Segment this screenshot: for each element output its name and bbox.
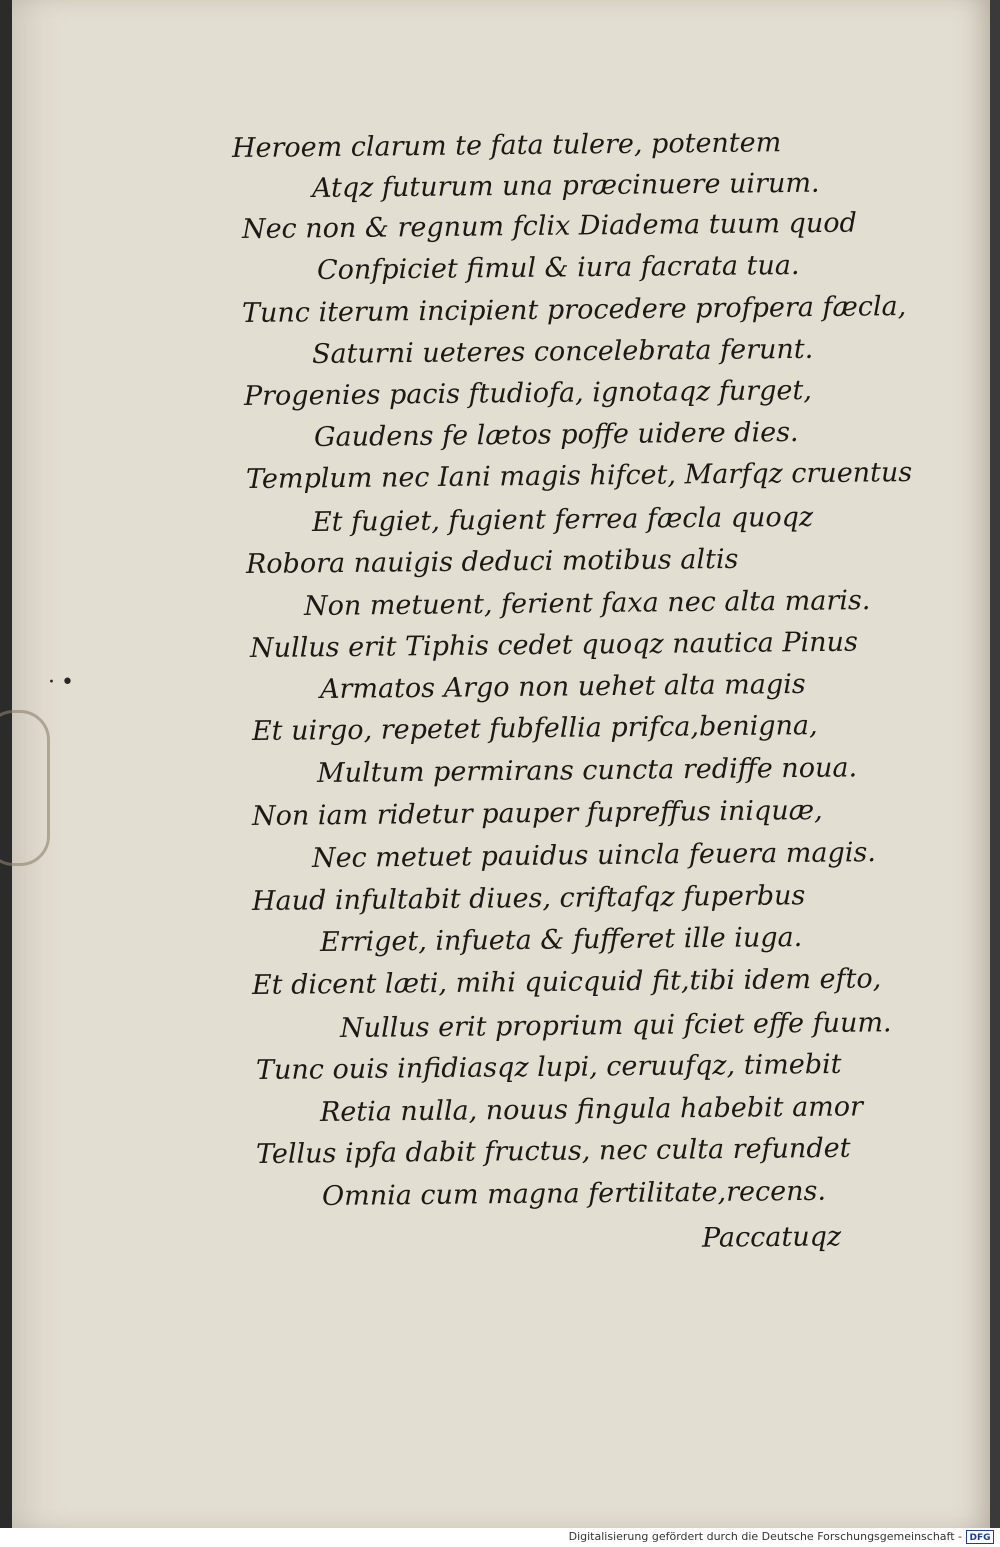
verse-line: Nullus erit Tiphis cedet quoqz nautica Pinus [249, 626, 858, 664]
verse-line: Haud infultabit diues, criftafqz fuperbus [251, 880, 806, 917]
verse-line: Erriget, infueta & fufferet ille iuga. [319, 921, 803, 958]
verse-line: Nec metuet pauidus uincla feuera magis. [311, 837, 877, 874]
verse-line: Tunc iterum incipient procedere profpera fæcla, [241, 291, 907, 329]
verse-line: Non metuent, ferient faxa nec alta maris. [303, 585, 871, 622]
verse-line: Progenies pacis ftudiofa, ignotaqz furget, [243, 375, 812, 412]
paper-page [12, 0, 990, 1528]
verse-line: Tunc ouis infidiasqz lupi, ceruufqz, timebit [255, 1048, 842, 1086]
catchword: Paccatuqz [701, 1221, 842, 1254]
verse-line: Atqz futurum una præcinuere uirum. [311, 167, 820, 204]
verse-line: Retia nulla, nouus fingula habebit amor [319, 1091, 864, 1128]
dfg-logo-icon: DFG [966, 1530, 994, 1544]
verse-line: Tellus ipfa dabit fructus, nec culta refundet [255, 1132, 851, 1170]
margin-marks: ·• [48, 670, 80, 695]
clip-mark [0, 710, 50, 866]
verse-line: Saturni ueteres concelebrata ferunt. [311, 333, 814, 370]
verse-line: Templum nec Iani magis hifcet, Marfqz cruentus [245, 457, 913, 495]
verse-line: Nec non & regnum fclix Diadema tuum quod [241, 207, 857, 245]
verse-line: Confpiciet fimul & iura facrata tua. [316, 249, 800, 286]
verse-line: Robora nauigis deduci motibus altis [245, 543, 739, 580]
scan-edge [990, 0, 1000, 1528]
verse-line: Nullus erit proprium qui fciet effe fuum. [339, 1007, 892, 1044]
verse-line: Et uirgo, repetet fubfellia prifca,benigna, [251, 710, 818, 747]
verse-line: Gaudens fe lætos poffe uidere dies. [313, 416, 799, 453]
verse-line: Multum permirans cuncta rediffe noua. [316, 752, 858, 789]
verse-line: Et fugiet, fugient ferrea fæcla quoqz [311, 501, 814, 538]
funding-credit: Digitalisierung gefördert durch die Deutsche Forschungsgemeinschaft - [568, 1530, 962, 1543]
verse-line: Omnia cum magna fertilitate,recens. [321, 1175, 827, 1212]
verse-line: Armatos Argo non uehet alta magis [319, 668, 806, 705]
verse-line: Heroem clarum te fata tulere, potentem [231, 127, 782, 164]
verse-line: Non iam ridetur pauper fupreffus iniquæ, [251, 795, 823, 832]
footer-bar [0, 1528, 1000, 1547]
verse-line: Et dicent læti, mihi quicquid fit,tibi idem efto, [251, 963, 882, 1001]
